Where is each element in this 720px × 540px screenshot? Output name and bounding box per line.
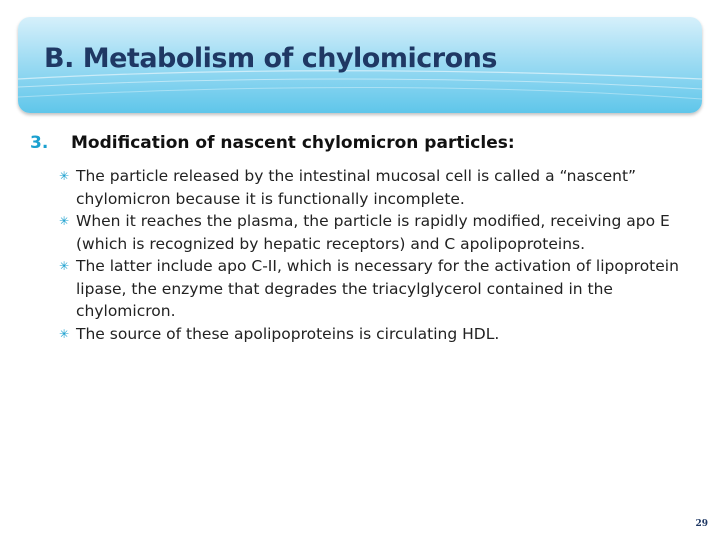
bullet-item: [59, 210, 700, 255]
bullet-item: [59, 165, 700, 210]
slide-title: B. Metabolism of chylomicrons: [44, 43, 497, 74]
bullet-text: When it reaches the plasma, the particle is rapidly modified, receiving apo E (which is recognized by hepatic receptors) and C apolipoproteins.: [76, 212, 670, 253]
bullet-list: [59, 165, 700, 345]
asterisk-bullet-icon: ✳: [59, 259, 70, 273]
bullet-text: The particle released by the intestinal mucosal cell is called a “nascent” chylomicron because it is functionally incomplete.: [76, 167, 637, 208]
bullet-text: The latter include apo C-II, which is necessary for the activation of lipoprotein lipase, the enzyme that degrades the triacylglycerol contained in the chylomicron.: [76, 257, 679, 320]
asterisk-bullet-icon: ✳: [59, 169, 70, 183]
asterisk-bullet-icon: ✳: [59, 214, 70, 228]
bullet-text: The source of these apolipoproteins is circulating HDL.: [76, 324, 500, 343]
bullet-item: [59, 323, 700, 346]
asterisk-bullet-icon: ✳: [59, 326, 70, 341]
numbered-heading: [30, 133, 700, 153]
slide-content: [30, 133, 700, 345]
bullet-item: [59, 255, 700, 323]
section-heading: Modification of nascent chylomicron particles:: [71, 133, 515, 153]
page-number: 29: [695, 519, 708, 529]
section-number: 3.: [30, 133, 49, 153]
